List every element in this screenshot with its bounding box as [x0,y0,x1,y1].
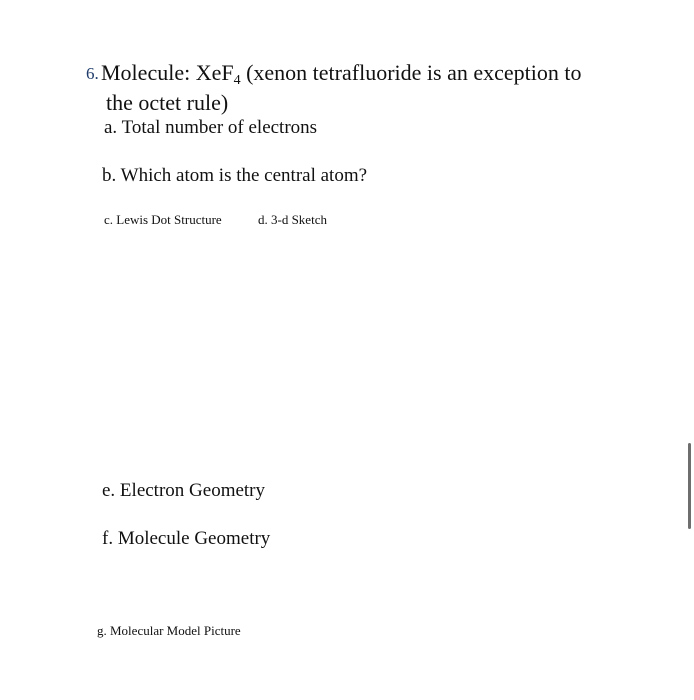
part-a-total-electrons: a. Total number of electrons [104,117,318,138]
question-title-line2: the octet rule) [106,90,229,115]
part-c-lewis-dot-structure: c. Lewis Dot Structure [104,212,222,227]
part-e-electron-geometry: e. Electron Geometry [102,480,266,501]
question-title-suffix: (xenon tetrafluoride is an exception to [240,60,582,85]
part-d-3d-sketch: d. 3-d Sketch [258,212,327,227]
vertical-scrollbar[interactable] [688,443,691,529]
question-title-prefix: Molecule: XeF [101,60,234,85]
part-f-molecule-geometry: f. Molecule Geometry [102,528,271,549]
part-g-molecular-model-picture: g. Molecular Model Picture [97,623,241,638]
question-number: 6. [86,64,99,83]
question-title [101,59,581,87]
part-b-central-atom: b. Which atom is the central atom? [102,165,368,186]
question-title-subscript: 4 [233,73,241,88]
